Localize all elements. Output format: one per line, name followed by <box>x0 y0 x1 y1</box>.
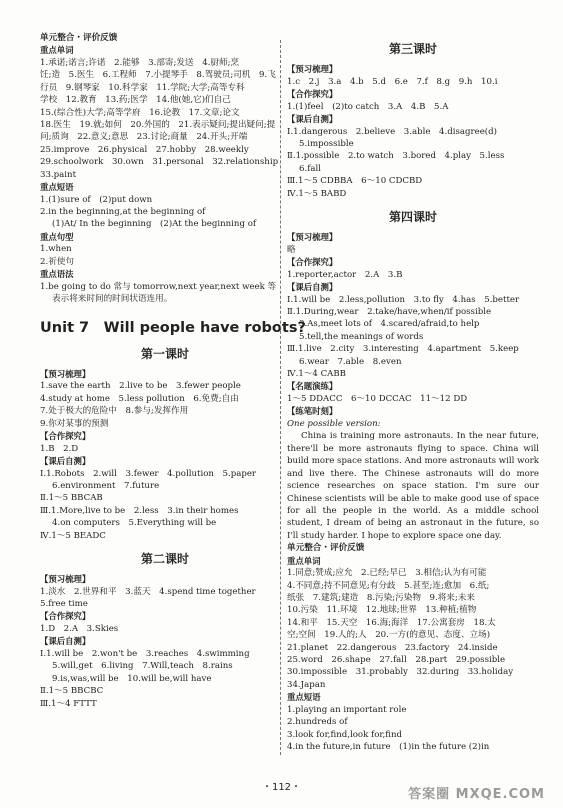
subsection-label: 【课后自测】 <box>40 636 91 647</box>
answer-line: 14.和平 15.天空 16.海;海洋 17.公寓套房 18.太 <box>287 617 496 628</box>
answer-line: 1.(1)feel (2)to catch 3.A 4.B 5.A <box>287 101 449 112</box>
answer-line: 1.D 2.A 3.Skies <box>40 623 119 634</box>
subsection-label: 【课后自测】 <box>287 114 338 124</box>
subsection-label: 【预习梳理】 <box>287 232 338 243</box>
answer-line: Ⅰ.1.Robots 2.will 3.fewer 4.pollution 5.paper <box>40 468 257 479</box>
answer-line: 33.paint <box>40 169 77 180</box>
subsection-label: 【预习梳理】 <box>287 64 338 74</box>
answer-line: 问;质询 22.意义;意思 23.讨论;商量 24.开头;开端 <box>40 132 248 143</box>
right-column <box>287 32 539 753</box>
version-label: One possible version: <box>287 419 381 430</box>
answer-line: 空;空间 19.人的;人 20.一方(的意见、态度、立场) <box>287 630 491 641</box>
answer-line: 学校 12.教育 13.药;医学 14.他(她,它)们自己 <box>40 95 231 106</box>
watermark: 答案圈 MXQE.COM <box>408 787 545 802</box>
subsection-label: 【课后自测】 <box>287 282 338 293</box>
lesson-title: 第三课时 <box>388 42 437 56</box>
answer-line: 18.医生 19.就;如何 20.外国的 21.表示疑问;提出疑问;提 <box>40 120 276 131</box>
answer-line: Ⅰ.1.will be 2.less,pollution 3.to fly 4.has 5.better <box>287 294 520 305</box>
answer-line: 2.hundreds of <box>287 717 348 728</box>
subsection-label: 【合作探究】 <box>287 89 338 99</box>
answer-line: 1.save the earth 2.live to be 3.fewer people <box>40 381 241 392</box>
model-essay: China is training more astronauts. In the near future, there'll be more astronauts flying to space. China will build more space stations. And more astronauts will work and live there. The Chinese astronauts will do more science researches on space station. I'm sure our Chinese scientists will be able to make good use of space for all the people in the world. As a middle school student, I dream of being an astronaut in the future, so I'll study harder. I hope to explore space one day. <box>287 431 539 541</box>
answer-line: 21.planet 22.dangerous 23.factory 24.inside <box>287 642 498 653</box>
answer-line: 4.in the future,in future (1)in the future (2)in <box>287 742 490 752</box>
answer-line: Ⅱ.1～5 BBCBC <box>40 686 104 697</box>
answer-line: 6.wear 7.able 8.even <box>299 356 402 367</box>
subsection-label: 【预习梳理】 <box>40 368 91 379</box>
unit-title: Unit 7 Will people have robots? <box>40 319 306 336</box>
subsection-label: 重点短语 <box>287 692 321 703</box>
answer-line: 表示将来时间的时间状语连用。 <box>52 294 173 305</box>
answer-line: Ⅱ.1.During,wear 2.take/have,when/if possible <box>287 307 492 318</box>
answer-line: 1.承诺;诺言;许诺 2.能够 3.部寄;发送 4.厨师;烹 <box>40 58 240 68</box>
answer-line: Ⅳ.1～5 BABD <box>287 188 347 199</box>
answer-line: 3.look for,find,look for,find <box>287 729 403 740</box>
answer-line: 5.impossible <box>299 139 354 149</box>
subsection-label: 【课后自测】 <box>40 455 91 466</box>
answer-line: Ⅲ.1.live 2.city 3.interesting 4.apartment 5.keep <box>287 344 519 355</box>
subsection-label: 重点单词 <box>40 45 74 56</box>
answer-line: 2.in the beginning,at the beginning of <box>40 207 206 218</box>
answer-line: 纸张 7.建筑;建造 8.污染;污染物 9.将来;未来 <box>287 592 475 603</box>
subsection-label: 【合作探究】 <box>40 430 91 441</box>
answer-line: Ⅱ.1～5 BBCAB <box>40 493 103 504</box>
lesson-title: 第二课时 <box>140 551 189 566</box>
left-column <box>40 32 306 710</box>
subsection-label: 【预习梳理】 <box>40 573 91 584</box>
answer-line: 4.不同意;持不同意见;有分歧 5.甚至;连;愈加 6.纸; <box>287 580 490 591</box>
answer-line: 9.is,was,will be 10.will be,will have <box>52 673 212 684</box>
section-heading: 单元整合・评价反馈 <box>40 33 118 43</box>
subsection-label: 重点单词 <box>287 555 321 566</box>
answer-line: 1.c 2.j 3.a 4.b 5.d 6.e 7.f 8.g 9.h 10.i <box>287 76 498 87</box>
lesson-title: 第一课时 <box>140 346 189 361</box>
lesson-title: 第四课时 <box>388 210 437 225</box>
answer-line: 9.你对某事的预测 <box>40 418 109 429</box>
subsection-label: 【合作探究】 <box>287 257 338 268</box>
answer-line: 6.environment 7.future <box>52 480 160 491</box>
answer-line: 5.will,get 6.living 7.Will,teach 8.rains <box>52 661 233 672</box>
answer-line: Ⅰ.1.dangerous 2.believe 3.able 4.disagree(d) <box>287 126 498 137</box>
column-divider <box>280 40 281 755</box>
answer-line: 7.处于极大的危险中 8.参与;发挥作用 <box>40 406 189 417</box>
answer-line: 1.B 2.D <box>40 443 79 454</box>
answer-line: 略 <box>287 244 296 255</box>
subsection-label: 【练笔时刻】 <box>287 406 338 417</box>
answer-line: 1.reporter,actor 2.A 3.B <box>287 269 403 280</box>
answer-line: Ⅲ.1～4 FTTT <box>40 698 97 709</box>
answer-line: 1.when <box>40 244 72 255</box>
answer-line: 29.schoolwork 30.own 31.personal 32.relationship <box>40 157 279 168</box>
answer-line: 5.free time <box>40 598 88 609</box>
answer-line: (1)At/ In the beginning (2)At the beginning of <box>52 219 257 230</box>
answer-line: 15.(综合性)大学;高等学府 16.论教 17.文章;论文 <box>40 107 240 118</box>
answer-line: 34.Japan <box>287 679 326 690</box>
subsection-label: 重点语法 <box>40 269 74 280</box>
answer-line: 1～5 DDACC 6～10 DCCAC 11～12 DD <box>287 394 468 405</box>
answer-line: Ⅱ.1.possible 2.to watch 3.bored 4.play 5.less <box>287 151 505 162</box>
answer-line: 4.study at home 5.less pollution 6.免费;自由 <box>40 393 239 404</box>
page-number: ・112・ <box>261 782 302 793</box>
answer-line: 10.污染 11.环境 12.地球;世界 13.种植;植物 <box>287 605 477 616</box>
answer-line: 饪;造 5.医生 6.工程师 7.小提琴手 8.驾驶员;司机 9.飞 <box>40 70 276 81</box>
answer-line: 1.playing an important role <box>287 704 407 715</box>
answer-line: 25.word 26.shape 27.fall 28.part 29.possible <box>287 654 506 665</box>
answer-line: 3.As,meet lots of 4.scared/afraid,to help <box>299 319 480 330</box>
answer-line: 1.(1)sure of (2)put down <box>40 194 153 205</box>
subsection-label: 【名题演练】 <box>287 381 338 392</box>
answer-line: Ⅳ.1～5 BEADC <box>40 530 106 541</box>
answer-line: Ⅰ.1.will be 2.won't be 3.reaches 4.swimming <box>40 648 250 659</box>
answer-line: 5.tell,the meanings of words <box>299 331 424 342</box>
section-heading: 单元整合・评价反馈 <box>287 543 365 554</box>
answer-line: 1.be going to do 常与 tomorrow,next year,next week 等 <box>40 281 277 292</box>
answer-line: 4.on computers 5.Everything will be <box>52 518 217 529</box>
subsection-label: 重点短语 <box>40 182 74 193</box>
answer-line: Ⅲ.1.More,live to be 2.less 3.in their homes <box>40 505 239 516</box>
answer-line: 1.同意;赞成;应允 2.已经;早已 3.相信;认为有可能 <box>287 568 487 579</box>
answer-line: Ⅳ.1～4 CABB <box>287 369 346 380</box>
subsection-label: 【合作探究】 <box>40 611 91 622</box>
answer-line: Ⅲ.1～5 CDBBA 6～10 CDCBD <box>287 176 423 187</box>
answer-line: 6.fall <box>299 163 322 174</box>
answer-line: 2.祈使句 <box>40 256 74 267</box>
answer-line: 25.improve 26.physical 27.hobby 28.weekly <box>40 144 249 155</box>
answer-line: 30.impossible 31.probably 32.during 33.holiday <box>287 667 514 678</box>
answer-line: 行员 9.钢琴家 10.科学家 11.学院;大学;高等专科 <box>40 82 245 93</box>
answer-line: 1.淡水 2.世界和平 3.蓝天 4.spend time together <box>40 586 256 597</box>
subsection-label: 重点句型 <box>40 231 74 242</box>
